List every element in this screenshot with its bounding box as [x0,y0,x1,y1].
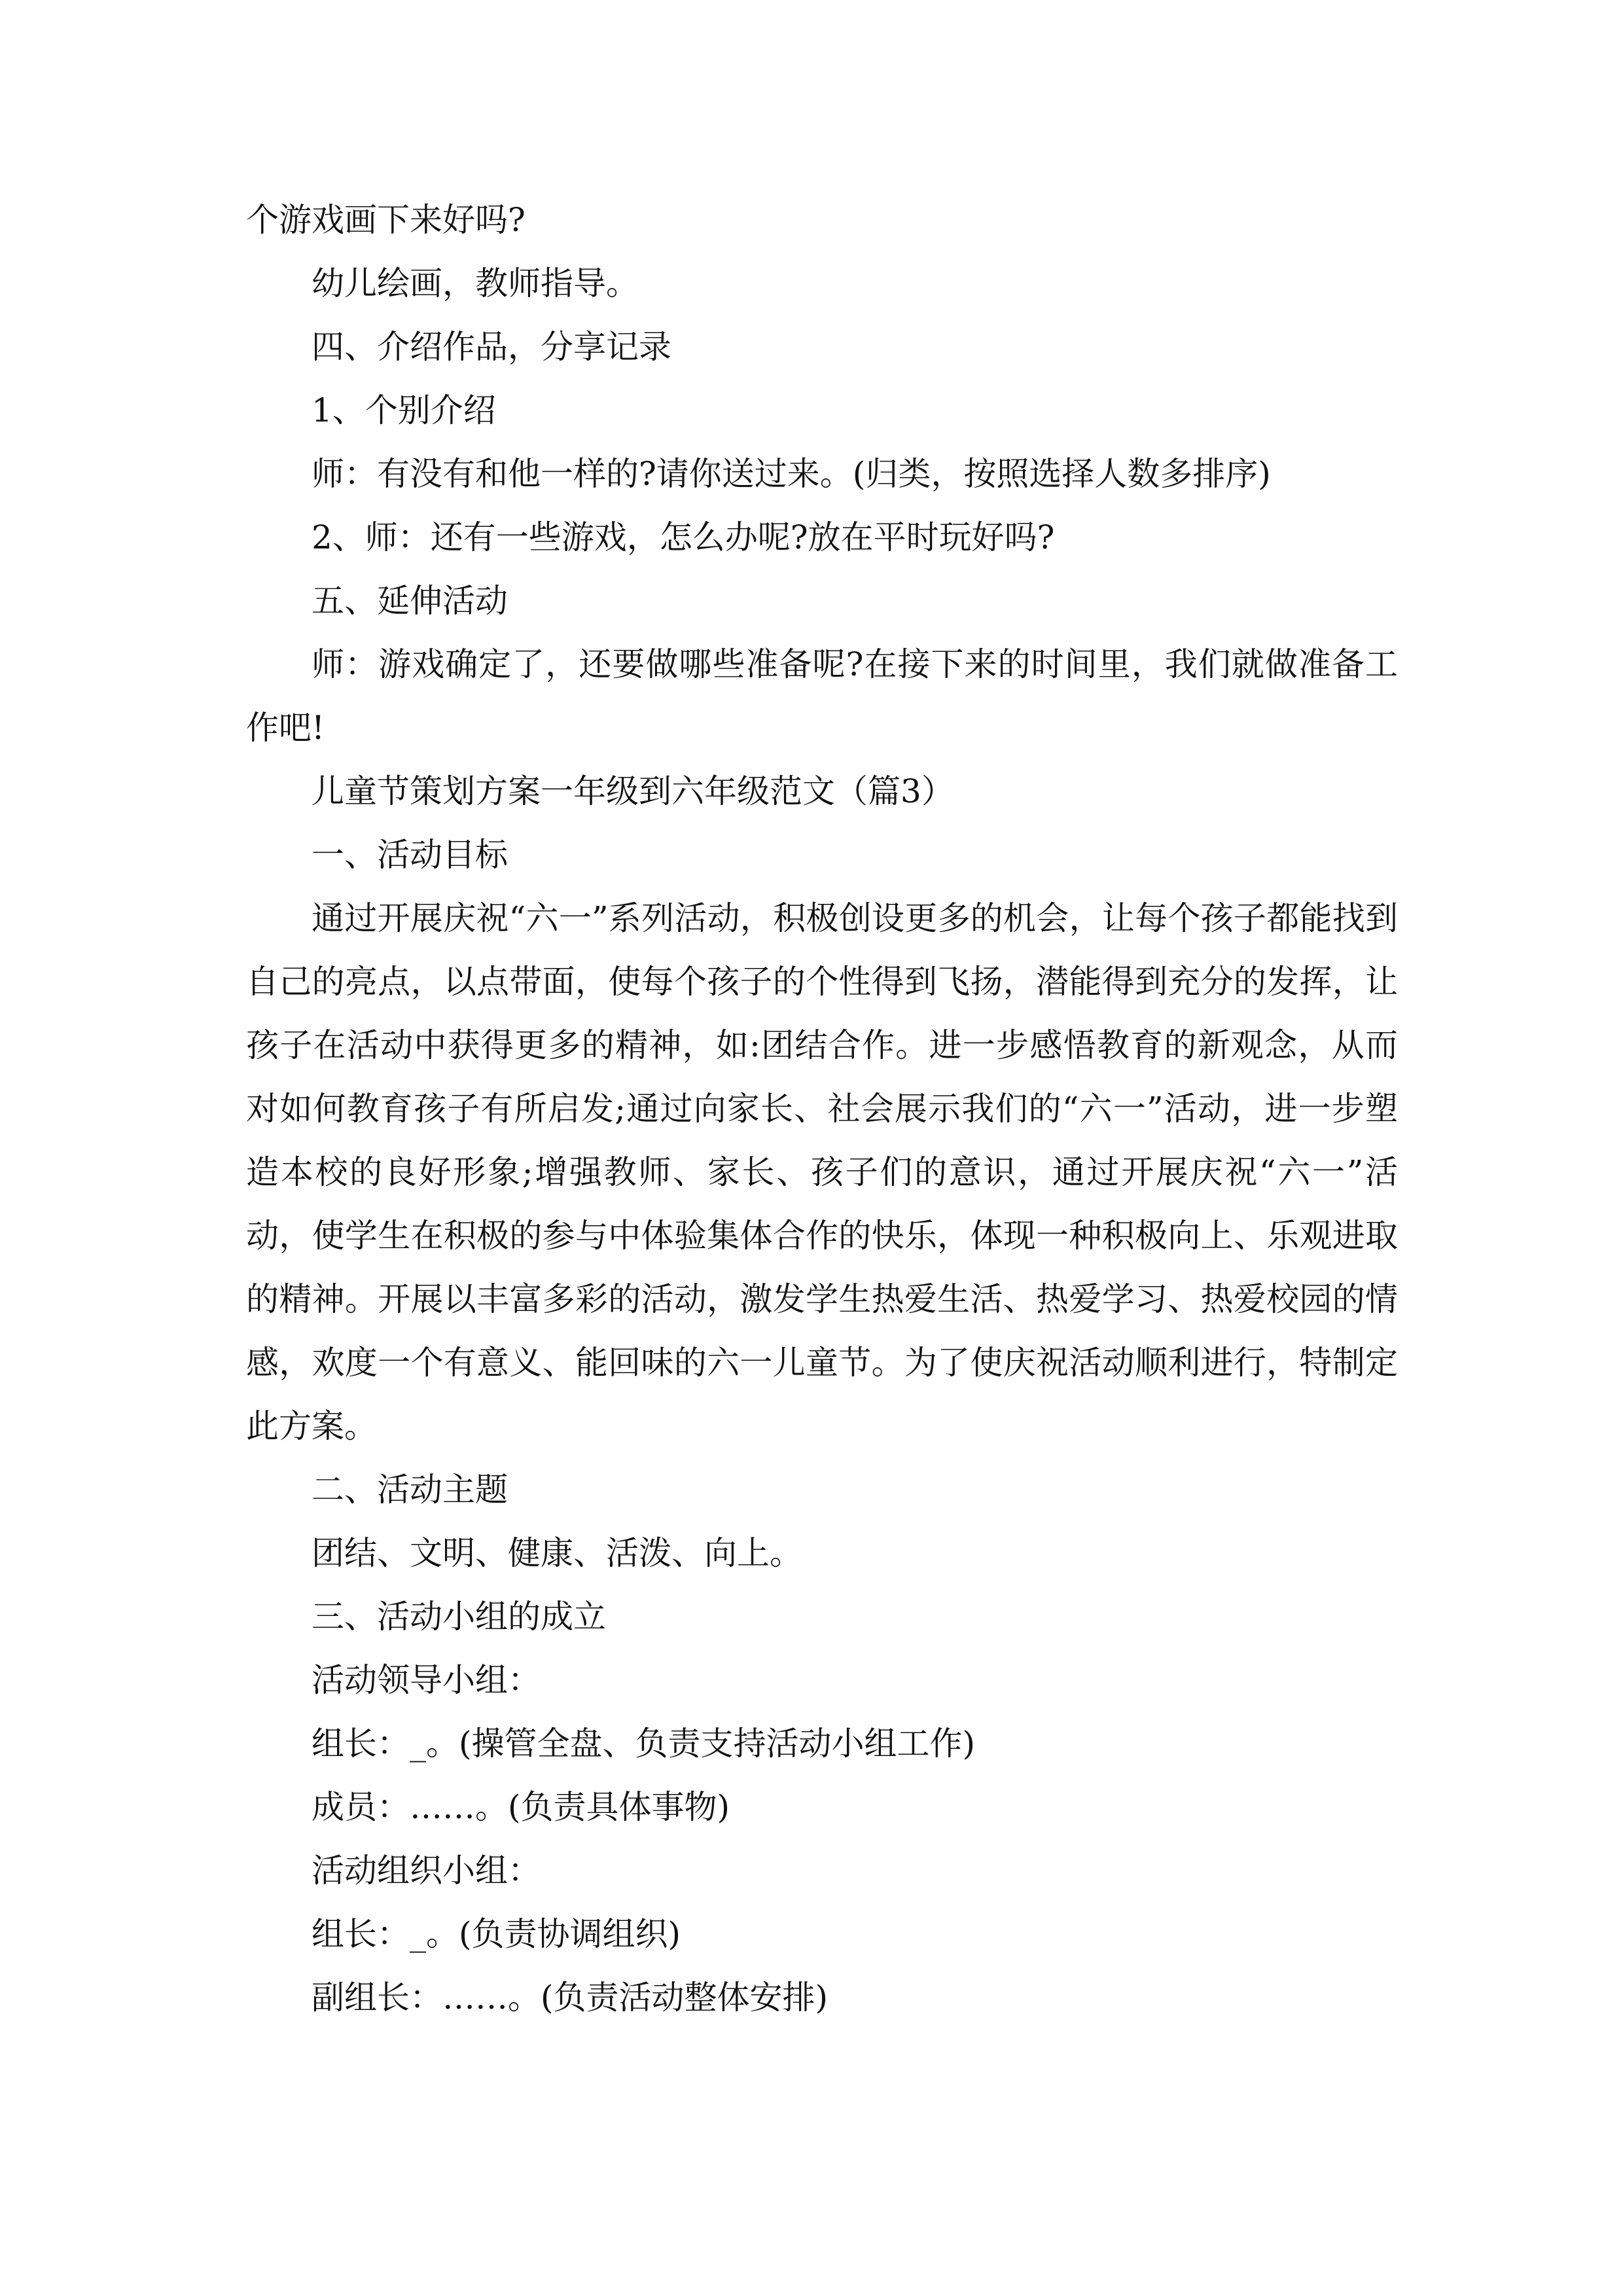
paragraph: 成员：……。(负责具体事物) [312,1788,730,1826]
paragraph: 2、师：还有一些游戏，怎么办呢?放在平时玩好吗? [312,518,1055,556]
paragraph: 师：游戏确定了，还要做哪些准备呢?在接下来的时间里，我们就做准备工作吧! [246,645,1398,747]
section-heading: 四、介绍作品，分享记录 [312,328,671,366]
paragraph: 个游戏画下来好吗? [246,201,526,239]
article-title: 儿童节策划方案一年级到六年级范文（篇3） [312,772,954,810]
paragraph: 师：有没有和他一样的?请你送过来。(归类，按照选择人数多排序) [312,455,1271,493]
section-heading: 一、活动目标 [312,836,508,874]
paragraph: 团结、文明、健康、活泼、向上。 [312,1534,802,1572]
paragraph: 幼儿绘画，教师指导。 [312,264,639,302]
paragraph: 活动组织小组： [312,1852,541,1890]
paragraph: 活动领导小组： [312,1661,541,1699]
paragraph: 组长：_。(负责协调组织) [312,1915,681,1953]
document-body [246,188,1398,2030]
paragraph: 通过开展庆祝“六一”系列活动，积极创设更多的机会，让每个孩子都能找到自己的亮点，以点带面，使每个孩子的个性得到飞扬，潜能得到充分的发挥，让孩子在活动中获得更多的精神，如:团结合作。进一步感悟教育的新观念，从而对如何教育孩子有所启发;通过向家长、社会展示我们的“六一”活动，进一步塑造本校的良好形象;增强教师、家长、孩子们的意识，通过开展庆祝“六一”活动，使学生在积极的参与中体验集体合作的快乐，体现一种积极向上、乐观进取的精神。开展以丰富多彩的活动，激发学生热爱生活、热爱学习、热爱校园的情感，欢度一个有意义、能回味的六一儿童节。为了使庆祝活动顺利进行，特制定此方案。 [246,899,1398,1445]
paragraph: 组长：_。(操管全盘、负责支持活动小组工作) [312,1725,976,1763]
section-heading: 二、活动主题 [312,1471,508,1509]
subsection-heading: 1、个别介绍 [312,391,496,429]
section-heading: 五、延伸活动 [312,582,508,620]
section-heading: 三、活动小组的成立 [312,1598,606,1636]
paragraph: 副组长：……。(负责活动整体安排) [312,1979,829,2017]
